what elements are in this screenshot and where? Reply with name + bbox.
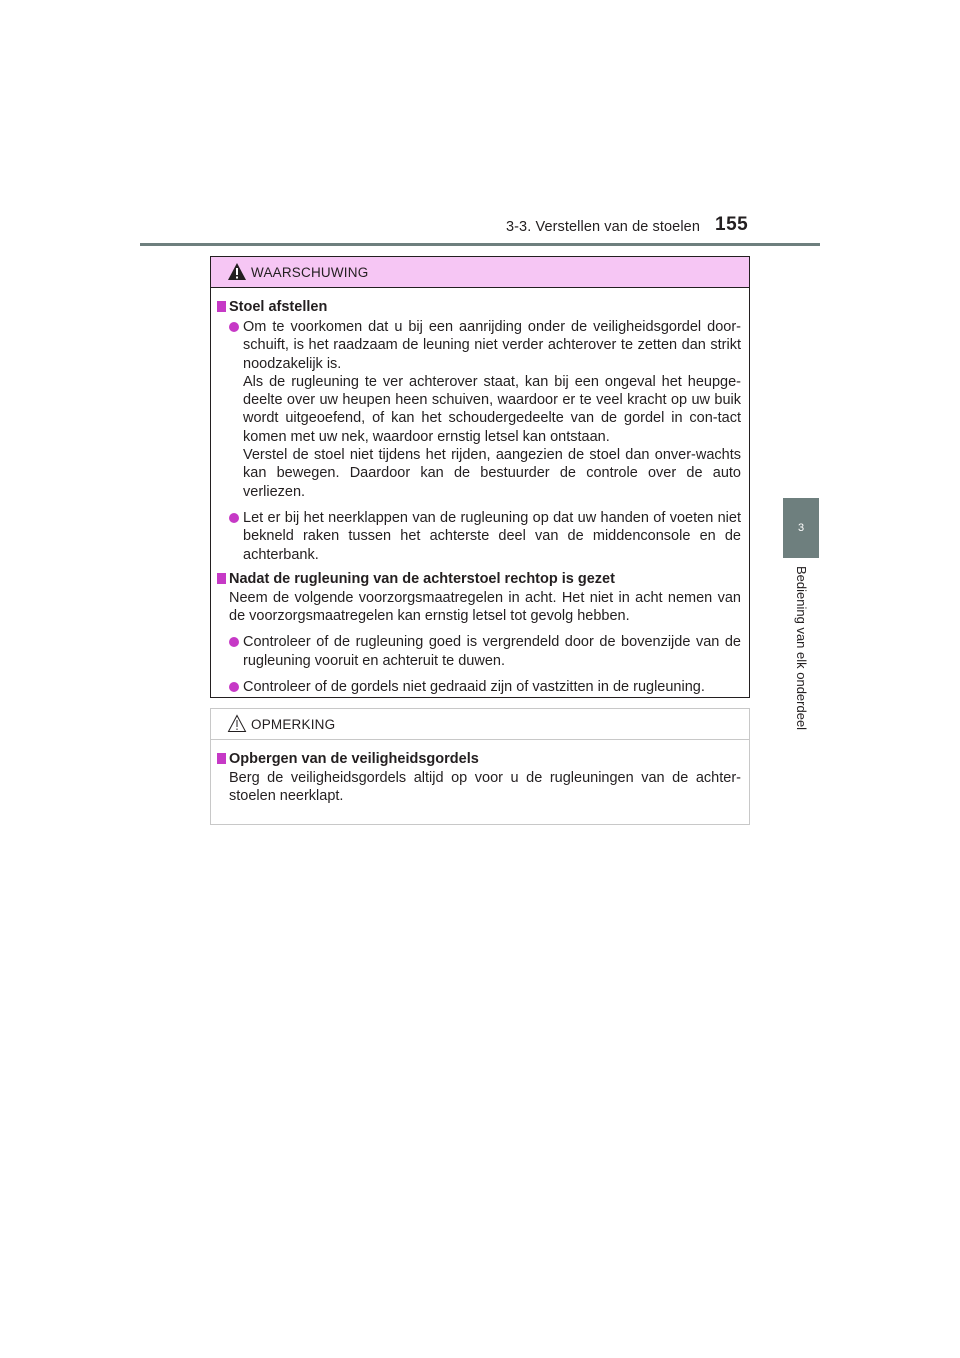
bullet-paragraph: Om te voorkomen dat u bij een aanrijding onder de veiligheidsgordel door-schuift, is het raadzaam de leuning niet verder achterover te zetten dan strikt noodzakelijk is. [243,319,741,372]
warning-triangle-outline-icon [227,714,247,733]
round-bullet-icon [229,513,239,523]
bullet-paragraph: Controleer of de gordels niet gedraaid zijn of vastzitten in de rugleuning. [243,679,705,696]
warning-box-title: WAARSCHUWING [251,264,369,280]
notice-text: Berg de veiligheidsgordels altijd op voor u de rugleuningen van de achter-stoelen neerklapt. [229,770,741,805]
bullet-paragraph: Als de rugleuning te ver achterover staat, kan bij een ongeval het heupge-deelte over uw heupen heen schuiven, waardoor er te veel kracht op uw buik wordt uitgeoefend, of kan het schoudergedeelte van de gordel in con-tact komen met uw nek, waardoor ernstig letsel kan ontstaan. [243,373,741,445]
section-heading-text: Opbergen van de veiligheidsgordels [229,751,479,767]
chapter-tab [783,498,819,558]
round-bullet-icon [229,682,239,692]
bullet-item [217,318,741,501]
section-heading [217,750,741,768]
notice-box-header [211,709,749,740]
chapter-number: 3 [797,522,805,534]
bullet-item [217,633,741,670]
page-number: 155 [715,214,749,235]
running-header-section: 3-3. Verstellen van de stoelen [505,219,700,235]
warning-box [210,256,750,698]
bullet-paragraph: Let er bij het neerklappen van de rugleuning op dat uw handen of voeten niet bekneld raken tussen het achterste deel van de middenconsole en de achterbank. [243,509,741,563]
notice-box-title: OPMERKING [251,716,336,732]
section-intro: Neem de volgende voorzorgsmaatregelen in acht. Het niet in acht nemen van de voorzorgsmaatregelen kan ernstig letsel tot gevolg hebben. [229,589,741,625]
warning-box-header [211,257,749,288]
chapter-title: Bediening van elk onderdeel [794,566,809,731]
warning-triangle-filled-icon [227,262,247,281]
round-bullet-icon [229,637,239,647]
section-heading-text: Nadat de rugleuning van de achterstoel rechtop is gezet [229,570,615,587]
bullet-item [217,678,741,696]
square-bullet-icon [217,753,226,764]
section-heading [217,570,741,588]
bullet-item [217,509,741,564]
header-divider [140,243,820,246]
notice-box [210,708,750,825]
section-heading [217,298,741,316]
square-bullet-icon [217,573,226,584]
round-bullet-icon [229,322,239,332]
square-bullet-icon [217,301,226,312]
bullet-paragraph: Controleer of de rugleuning goed is vergrendeld door de bovenzijde van de rugleuning vooruit en achteruit te duwen. [243,634,741,669]
warning-box-body [211,288,749,696]
section-heading-text: Stoel afstellen [229,299,328,315]
bullet-paragraph: Verstel de stoel niet tijdens het rijden, aangezien de stoel dan onver-wachts kan bewegen. Daardoor kan de bestuurder de controle over de auto verliezen. [243,447,741,500]
notice-box-body [211,740,749,806]
